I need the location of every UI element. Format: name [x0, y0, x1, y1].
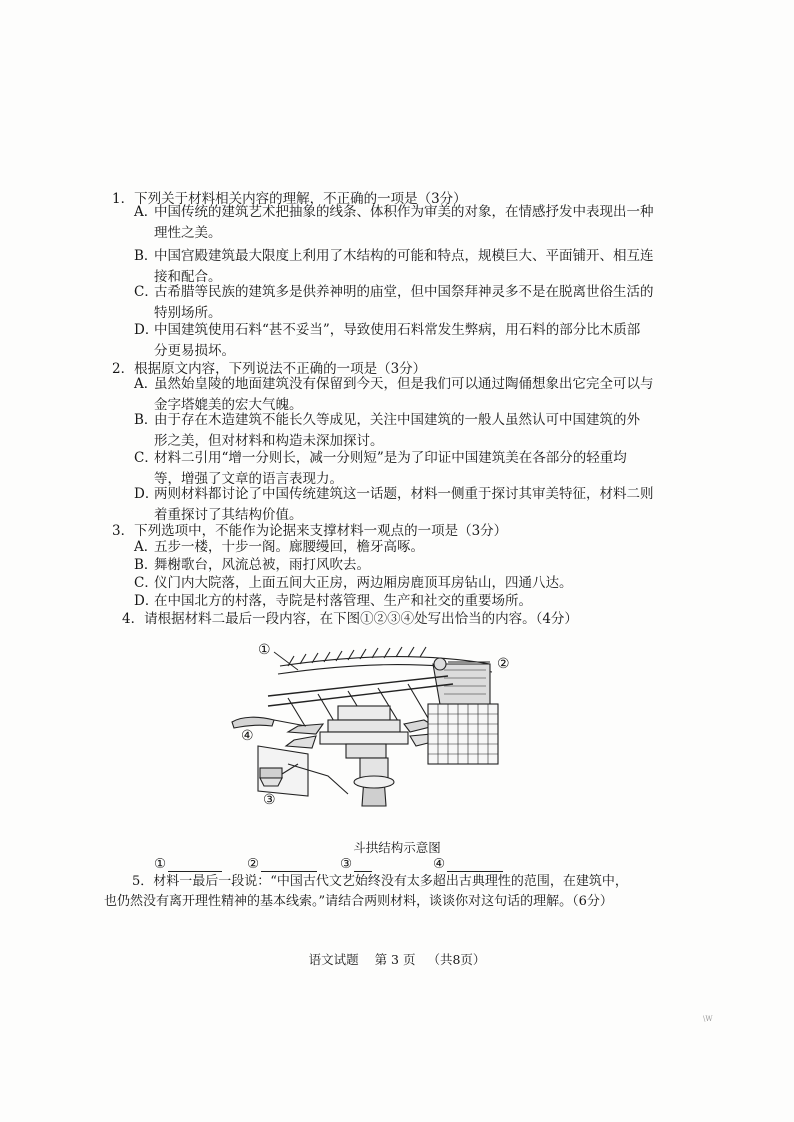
- corner-mark: \W: [703, 1015, 713, 1023]
- q1-option-a-cont: 理性之美。: [154, 225, 222, 241]
- diagram-marker-3: ③: [263, 792, 276, 808]
- answer-blank-3[interactable]: ③: [340, 856, 372, 872]
- q2-option-b-cont: 形之美，但对材料和构造未深加探讨。: [154, 433, 384, 449]
- q4-stem: 4．请根据材料二最后一段内容，在下图①②③④处写出恰当的内容。（4分）: [122, 611, 578, 627]
- footer-subject: 语文试题: [308, 952, 359, 967]
- q1-stem: 1．下列关于材料相关内容的理解，不正确的一项是（3分）: [112, 191, 467, 207]
- diagram-marker-4: ④: [241, 728, 254, 744]
- q5-line-1: 5．材料一最后一段说：“中国古代文艺始终没有太多超出古典理性的范围，在建筑中，: [132, 874, 628, 889]
- footer-total: （共8页）: [427, 952, 486, 967]
- footer-page: 第 3 页: [374, 952, 416, 967]
- answer-blank-2[interactable]: ②: [247, 856, 317, 872]
- q1-option-a: A．中国传统的建筑艺术把抽象的线条、体积作为审美的对象，在情感抒发中表现出一种: [134, 204, 654, 220]
- q2-stem: 2．根据原文内容，下列说法不正确的一项是（3分）: [112, 361, 427, 377]
- dougong-diagram: [228, 636, 518, 811]
- q2-option-d: D．两则材料都讨论了中国传统建筑这一话题，材料一侧重于探讨其审美特征，材料二则: [134, 486, 654, 502]
- q1-option-d: D．中国建筑使用石料“甚不妥当”，导致使用石料常发生弊病，用石料的部分比木质部: [134, 322, 641, 338]
- q1-option-c: C．古希腊等民族的建筑多是供养神明的庙堂，但中国祭拜神灵多不是在脱离世俗生活的: [134, 284, 654, 300]
- q2-option-c: C．材料二引用“增一分则长，减一分则短”是为了印证中国建筑美在各部分的轻重均: [134, 450, 627, 466]
- q1-option-d-cont: 分更易损坏。: [154, 343, 235, 359]
- q2-option-d-cont: 着重探讨了其结构价值。: [154, 507, 303, 523]
- q5-line-2: 也仍然没有离开理性精神的基本线索。”请结合两则材料，谈谈你对这句话的理解。（6分）: [104, 894, 613, 909]
- q2-option-a: A．虽然始皇陵的地面建筑没有保留到今天，但是我们可以通过陶俑想象出它完全可以与: [134, 376, 654, 392]
- page-footer: [0, 950, 794, 968]
- answer-blank-4[interactable]: ④: [433, 856, 503, 872]
- q2-option-a-cont: 金字塔媲美的宏大气魄。: [154, 397, 303, 413]
- diagram-marker-1: ①: [258, 642, 271, 658]
- q3-option-d: D．在中国北方的村落，寺院是村落管理、生产和社交的重要场所。: [134, 593, 532, 609]
- q1-option-b: B．中国宫殿建筑最大限度上利用了木结构的可能和特点，规模巨大、平面铺开、相互连: [134, 248, 654, 264]
- q2-option-c-cont: 等，增强了文章的语言表现力。: [154, 471, 343, 487]
- diagram-marker-2: ②: [497, 656, 510, 672]
- q2-option-b: B．由于存在木造建筑不能长久等成见，关注中国建筑的一般人虽然认可中国建筑的外: [134, 412, 640, 428]
- q3-stem: 3．下列选项中，不能作为论据来支撑材料一观点的一项是（3分）: [112, 523, 508, 539]
- diagram-caption: 斗拱结构示意图: [353, 840, 441, 855]
- q1-option-b-cont: 接和配合。: [154, 269, 222, 285]
- q1-option-c-cont: 特别场所。: [154, 305, 222, 321]
- q3-option-a: A．五步一楼，十步一阁。廊腰缦回，檐牙高啄。: [134, 539, 424, 555]
- answer-blank-1[interactable]: ①: [154, 856, 222, 872]
- q3-option-b: B．舞榭歌台，风流总被，雨打风吹去。: [134, 557, 370, 573]
- q3-option-c: C．仪门内大院落，上面五间大正房，两边厢房鹿顶耳房钻山，四通八达。: [134, 575, 573, 591]
